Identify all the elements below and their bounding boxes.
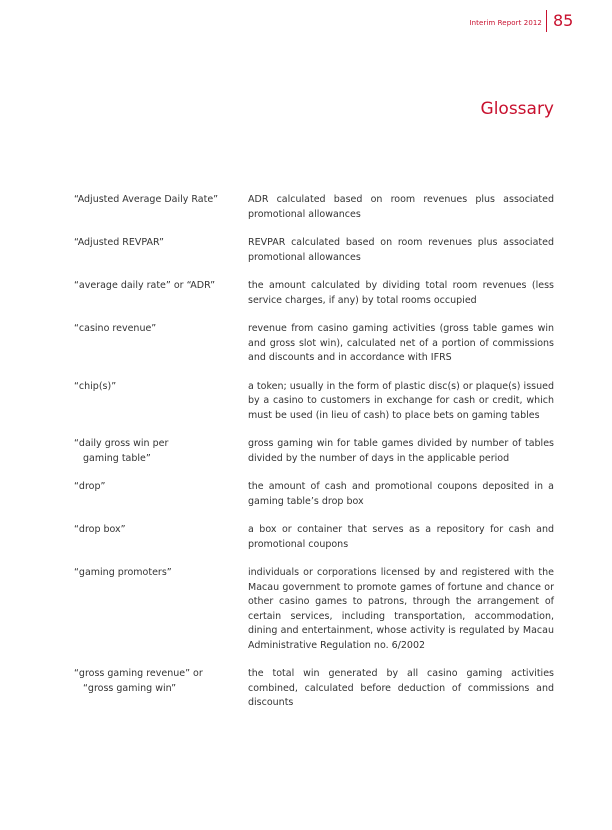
glossary-term-line: “drop” (74, 481, 106, 492)
page-number: 85 (553, 11, 574, 30)
glossary-definition: revenue from casino gaming activities (gross table games win and gross slot win), calculated net of a portion of commissions and discounts and in accordance with IFRS (248, 323, 554, 363)
header-divider (546, 10, 547, 32)
glossary-term (74, 380, 248, 424)
glossary-term-line: gaming table” (83, 452, 151, 464)
page-title: Glossary (480, 99, 554, 119)
glossary-term-line: “casino revenue” (74, 323, 157, 334)
glossary-term-line: “Adjusted REVPAR” (74, 237, 164, 248)
glossary-entry (74, 322, 554, 366)
glossary-term (74, 322, 248, 366)
glossary-entry (74, 566, 554, 653)
glossary-definition: the total win generated by all casino gaming activities combined, calculated before deduction of commissions and discounts (248, 668, 554, 708)
glossary-entry (74, 380, 554, 424)
report-label: Interim Report 2012 (469, 19, 542, 27)
glossary-definition: the amount of cash and promotional coupons deposited in a gaming table’s drop box (248, 481, 554, 507)
glossary-term-line: “average daily rate” or “ADR” (74, 280, 216, 291)
glossary-definition: ADR calculated based on room revenues plus associated promotional allowances (248, 194, 554, 220)
glossary-definition: a box or container that serves as a repository for cash and promotional coupons (248, 524, 554, 550)
glossary-term-line: “drop box” (74, 524, 126, 535)
glossary-term-line: “gross gaming win” (83, 682, 177, 694)
glossary-term-line: “daily gross win per (74, 438, 169, 449)
glossary-term (74, 236, 248, 265)
glossary-list (74, 193, 554, 725)
glossary-entry (74, 236, 554, 265)
glossary-entry (74, 437, 554, 466)
glossary-term (74, 667, 248, 711)
glossary-term-line: “chip(s)” (74, 380, 117, 392)
glossary-definition: individuals or corporations licensed by and registered with the Macau government to promote games of fortune and chance or other casino games to patrons, through the arrangement of certain services, including transportation, accommodation, dining and entertainment, whose activity is regulated by Macau Administrative Regulation no. 6/2002 (248, 567, 554, 651)
glossary-term (74, 279, 248, 308)
glossary-term-line: “gaming promoters” (74, 567, 172, 578)
glossary-term (74, 193, 248, 222)
glossary-term-line: “gross gaming revenue” or (74, 668, 203, 679)
glossary-entry (74, 480, 554, 509)
glossary-entry (74, 279, 554, 308)
glossary-entry (74, 523, 554, 552)
glossary-term (74, 437, 248, 466)
glossary-term-line: “Adjusted Average Daily Rate” (74, 194, 219, 205)
glossary-definition: REVPAR calculated based on room revenues plus associated promotional allowances (248, 237, 554, 263)
glossary-term (74, 566, 248, 653)
glossary-term (74, 480, 248, 509)
glossary-definition: a token; usually in the form of plastic disc(s) or plaque(s) issued by a casino to customers in exchange for cash or credit, which must be used (in lieu of cash) to place bets on gaming tables (248, 380, 554, 421)
glossary-definition: gross gaming win for table games divided by number of tables divided by the number of days in the applicable period (248, 438, 554, 464)
glossary-entry (74, 193, 554, 222)
glossary-entry (74, 667, 554, 711)
glossary-definition: the amount calculated by dividing total room revenues (less service charges, if any) by total rooms occupied (248, 280, 554, 306)
glossary-term (74, 523, 248, 552)
